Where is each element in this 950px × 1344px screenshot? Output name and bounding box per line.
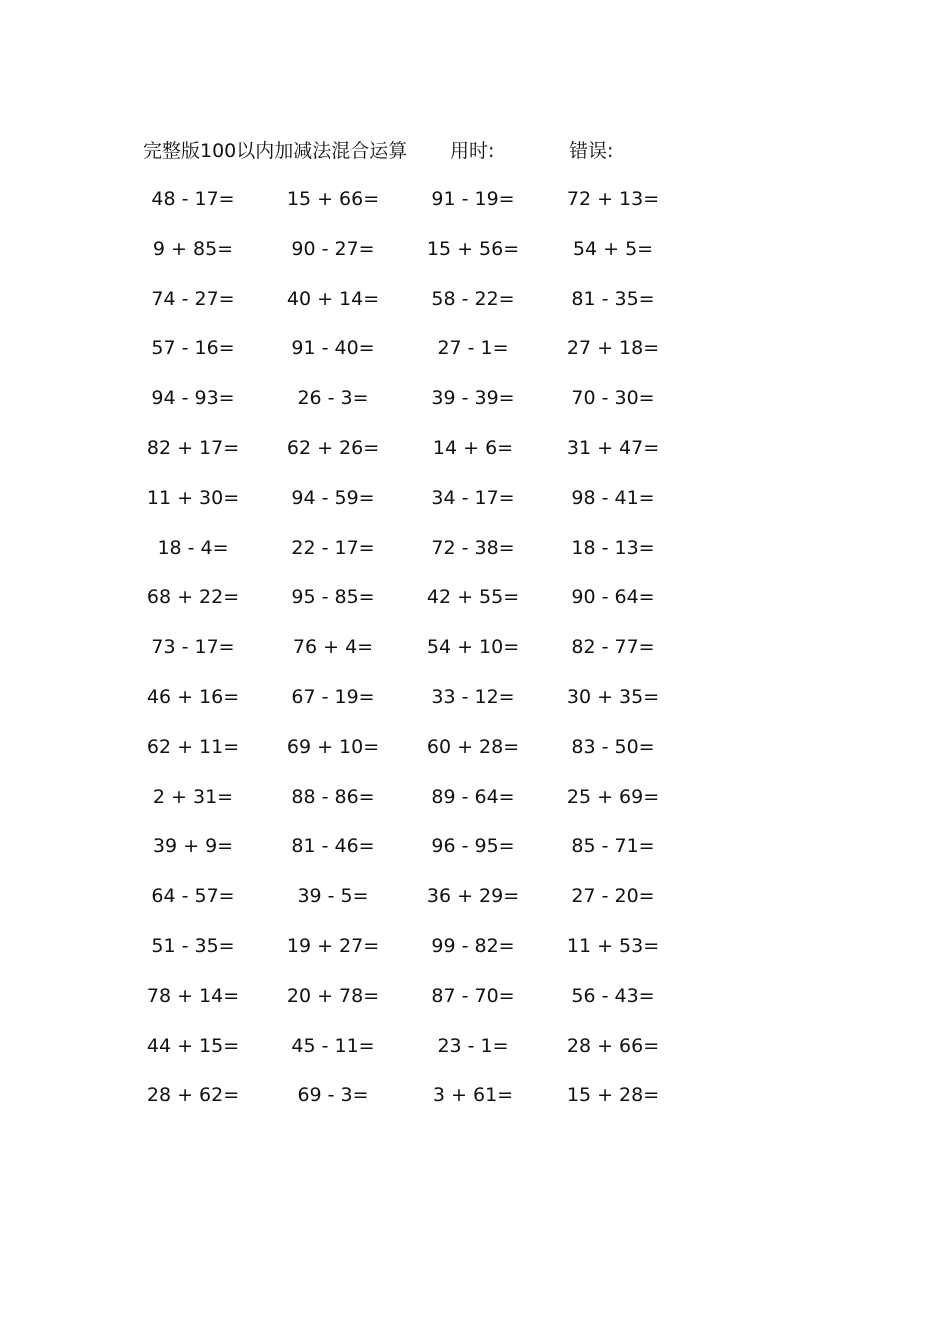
problem: 15 + 66=: [286, 188, 380, 210]
problem: 39 + 9=: [152, 835, 234, 858]
problem: 70 - 30=: [571, 387, 655, 410]
problem: 78 + 14=: [146, 984, 240, 1007]
problem-row: [0, 1031, 950, 1081]
problem: 74 - 27=: [151, 287, 235, 310]
problem: 36 + 29=: [426, 885, 520, 908]
problem: 90 - 64=: [571, 586, 655, 609]
problem: 45 - 11=: [291, 1034, 375, 1057]
problem: 94 - 59=: [291, 486, 375, 509]
problem-row: [0, 533, 950, 583]
problem-row: [0, 732, 950, 782]
problem: 83 - 50=: [571, 735, 655, 758]
problem: 39 - 39=: [431, 387, 515, 410]
problem-row: [0, 1080, 950, 1130]
problem: 33 - 12=: [431, 685, 515, 708]
problem-row: [0, 831, 950, 881]
problem-row: [0, 881, 950, 931]
problem: 18 - 13=: [571, 536, 655, 559]
problem-row: [0, 483, 950, 533]
problem: 72 + 13=: [566, 188, 660, 210]
problem-row: [0, 284, 950, 334]
problem: 62 + 11=: [146, 735, 240, 758]
problem-row: [0, 582, 950, 632]
problem-grid: [0, 184, 950, 1130]
problem: 40 + 14=: [286, 287, 380, 310]
problem-row: [0, 234, 950, 284]
problem: 23 - 1=: [437, 1034, 509, 1057]
problem: 19 + 27=: [286, 934, 380, 957]
problem: 28 + 62=: [146, 1084, 240, 1107]
problem-row: [0, 333, 950, 383]
problem: 88 - 86=: [291, 785, 375, 808]
problem: 22 - 17=: [291, 536, 375, 559]
problem: 27 - 1=: [437, 337, 509, 360]
problem: 89 - 64=: [431, 785, 515, 808]
problem: 87 - 70=: [431, 984, 515, 1007]
problem: 44 + 15=: [146, 1034, 240, 1057]
problem: 14 + 6=: [432, 436, 514, 459]
problem: 28 + 66=: [566, 1034, 660, 1057]
problem: 54 + 10=: [426, 636, 520, 659]
problem: 81 - 46=: [291, 835, 375, 858]
problem: 91 - 40=: [291, 337, 375, 360]
problem: 39 - 5=: [297, 885, 369, 908]
problem: 62 + 26=: [286, 436, 380, 459]
problem: 58 - 22=: [431, 287, 515, 310]
problem: 48 - 17=: [151, 188, 235, 210]
problem: 91 - 19=: [431, 188, 515, 210]
error-count-label: 错误:: [569, 140, 614, 162]
problem: 94 - 93=: [151, 387, 235, 410]
problem: 26 - 3=: [297, 387, 369, 410]
problem: 9 + 85=: [152, 237, 234, 260]
problem: 42 + 55=: [426, 586, 520, 609]
problem: 18 - 4=: [157, 536, 229, 559]
problem: 64 - 57=: [151, 885, 235, 908]
problem: 76 + 4=: [292, 636, 374, 659]
problem: 60 + 28=: [426, 735, 520, 758]
problem: 57 - 16=: [151, 337, 235, 360]
problem: 20 + 78=: [286, 984, 380, 1007]
worksheet-header: [143, 136, 663, 166]
problem: 15 + 28=: [566, 1084, 660, 1107]
problem: 30 + 35=: [566, 685, 660, 708]
problem: 15 + 56=: [426, 237, 520, 260]
problem: 68 + 22=: [146, 586, 240, 609]
problem: 82 + 17=: [146, 436, 240, 459]
time-used-label: 用时:: [450, 140, 495, 162]
problem: 95 - 85=: [291, 586, 375, 609]
problem-row: [0, 682, 950, 732]
problem: 51 - 35=: [151, 934, 235, 957]
problem: 73 - 17=: [151, 636, 235, 659]
worksheet-title: 完整版100以内加减法混合运算: [143, 140, 408, 162]
problem: 3 + 61=: [432, 1084, 514, 1107]
problem: 99 - 82=: [431, 934, 515, 957]
problem: 25 + 69=: [566, 785, 660, 808]
problem: 27 + 18=: [566, 337, 660, 360]
problem: 34 - 17=: [431, 486, 515, 509]
problem: 98 - 41=: [571, 486, 655, 509]
problem: 85 - 71=: [571, 835, 655, 858]
problem: 11 + 30=: [146, 486, 240, 509]
problem: 2 + 31=: [152, 785, 234, 808]
problem: 69 + 10=: [286, 735, 380, 758]
problem: 56 - 43=: [571, 984, 655, 1007]
problem: 67 - 19=: [291, 685, 375, 708]
problem: 46 + 16=: [146, 685, 240, 708]
problem-row: [0, 184, 950, 234]
problem-row: [0, 383, 950, 433]
problem-row: [0, 782, 950, 832]
problem: 11 + 53=: [566, 934, 660, 957]
problem: 72 - 38=: [431, 536, 515, 559]
problem: 31 + 47=: [566, 436, 660, 459]
problem: 90 - 27=: [291, 237, 375, 260]
problem: 81 - 35=: [571, 287, 655, 310]
problem: 69 - 3=: [297, 1084, 369, 1107]
problem-row: [0, 981, 950, 1031]
problem: 27 - 20=: [571, 885, 655, 908]
problem: 96 - 95=: [431, 835, 515, 858]
problem-row: [0, 433, 950, 483]
problem: 82 - 77=: [571, 636, 655, 659]
problem: 54 + 5=: [572, 237, 654, 260]
problem-row: [0, 931, 950, 981]
problem-row: [0, 632, 950, 682]
